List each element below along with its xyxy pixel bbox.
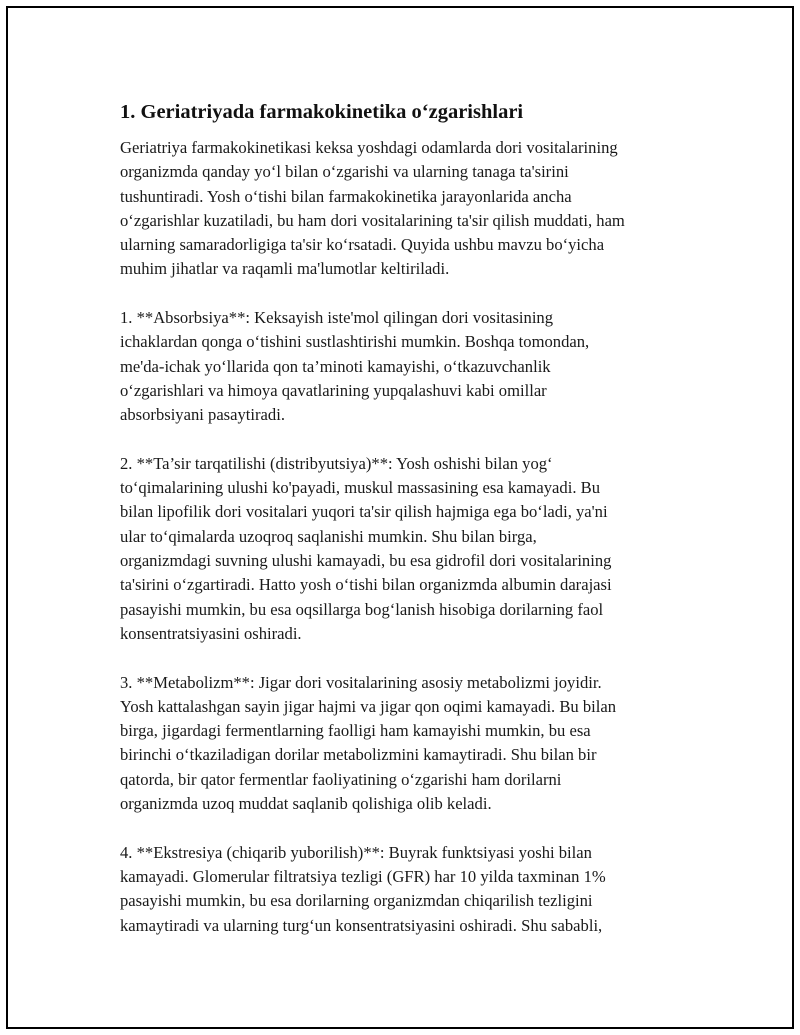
- text-line: Yosh kattalashgan sayin jigar hajmi va jigar qon oqimi kamayadi. Bu bilan: [120, 696, 617, 716]
- metabolism-paragraph: [120, 671, 680, 817]
- text-line: 4. **Ekstresiya (chiqarib yuborilish)**: Buyrak funktsiyasi yoshi bilan: [120, 842, 592, 862]
- text-line: tushuntiradi. Yosh o‘tishi bilan farmakokinetika jarayonlarida ancha: [120, 186, 572, 206]
- text-line: ularning samaradorligiga ta'sir ko‘rsatadi. Quyida ushbu mavzu bo‘yicha: [120, 235, 605, 255]
- text-line: pasayishi mumkin, bu esa oqsillarga bog‘lanish hisobiga dorilarning faol: [120, 599, 604, 619]
- absorption-paragraph: [120, 306, 680, 427]
- text-line: o‘zgarishlari va himoya qavatlarining yupqalashuvi kabi omillar: [120, 380, 547, 400]
- text-line: Geriatriya farmakokinetikasi keksa yoshdagi odamlarda dori vositalarining: [120, 138, 618, 157]
- text-line: birga, jigardagi fermentlarning faolligi ham kamayishi mumkin, bu esa: [120, 721, 591, 741]
- excretion-paragraph: [120, 841, 680, 938]
- document-body: [120, 98, 680, 962]
- text-line: 1. **Absorbsiya**: Keksayish iste'mol qilingan dori vositasining: [120, 308, 554, 328]
- text-line: konsentratsiyasini oshiradi.: [120, 623, 302, 643]
- text-line: organizmda uzoq muddat saqlanib qolishiga olib keladi.: [120, 794, 492, 814]
- text-line: ta'sirini o‘zgartiradi. Hatto yosh o‘tishi bilan organizmda albumin darajasi: [120, 575, 612, 595]
- text-line: o‘zgarishlar kuzatiladi, bu ham dori vositalarining ta'sir qilish muddati, ham: [120, 210, 625, 230]
- text-line: qatorda, bir qator fermentlar faoliyatining o‘zgarishi ham dorilarni: [120, 769, 562, 789]
- page-frame: [6, 6, 794, 1029]
- distribution-paragraph: [120, 452, 680, 646]
- text-line: muhim jihatlar va raqamli ma'lumotlar keltiriladi.: [120, 259, 450, 279]
- text-line: ichaklardan qonga o‘tishini sustlashtirishi mumkin. Boshqa tomondan,: [120, 332, 590, 352]
- text-line: pasayishi mumkin, bu esa dorilarning organizmdan chiqarilish tezligini: [120, 891, 593, 911]
- text-line: kamaytiradi va ularning turg‘un konsentratsiyasini oshiradi. Shu sababli,: [120, 915, 603, 935]
- text-line: bilan lipofilik dori vositalari yuqori ta'sir qilish hajmiga ega bo‘ladi, ya'ni: [120, 502, 608, 522]
- text-line: 2. **Ta’sir tarqatilishi (distribyutsiya)**: Yosh oshishi bilan yog‘: [120, 453, 553, 473]
- text-line: kamayadi. Glomerular filtratsiya tezligi (GFR) har 10 yilda taxminan 1%: [120, 866, 606, 886]
- intro-paragraph: [120, 136, 680, 282]
- text-line: birinchi o‘tkaziladigan dorilar metabolizmini kamaytiradi. Shu bilan bir: [120, 745, 597, 765]
- text-line: 3. **Metabolizm**: Jigar dori vositalarining asosiy metabolizmi joyidir.: [120, 672, 602, 692]
- text-line: ular to‘qimalarda uzoqroq saqlanishi mumkin. Shu bilan birga,: [120, 526, 537, 546]
- text-line: me'da-ichak yo‘llarida qon ta’minoti kamayishi, o‘tkazuvchanlik: [120, 356, 551, 376]
- text-line: absorbsiyani pasaytiradi.: [120, 405, 285, 425]
- document-title: 1. Geriatriyada farmakokinetika o‘zgarishlari: [120, 101, 524, 123]
- text-line: to‘qimalarining ulushi ko'payadi, muskul massasining esa kamayadi. Bu: [120, 478, 600, 498]
- text-line: organizmda qanday yo‘l bilan o‘zgarishi va ularning tanaga ta'sirini: [120, 162, 569, 182]
- text-line: organizmdagi suvning ulushi kamayadi, bu esa gidrofil dori vositalarining: [120, 551, 612, 571]
